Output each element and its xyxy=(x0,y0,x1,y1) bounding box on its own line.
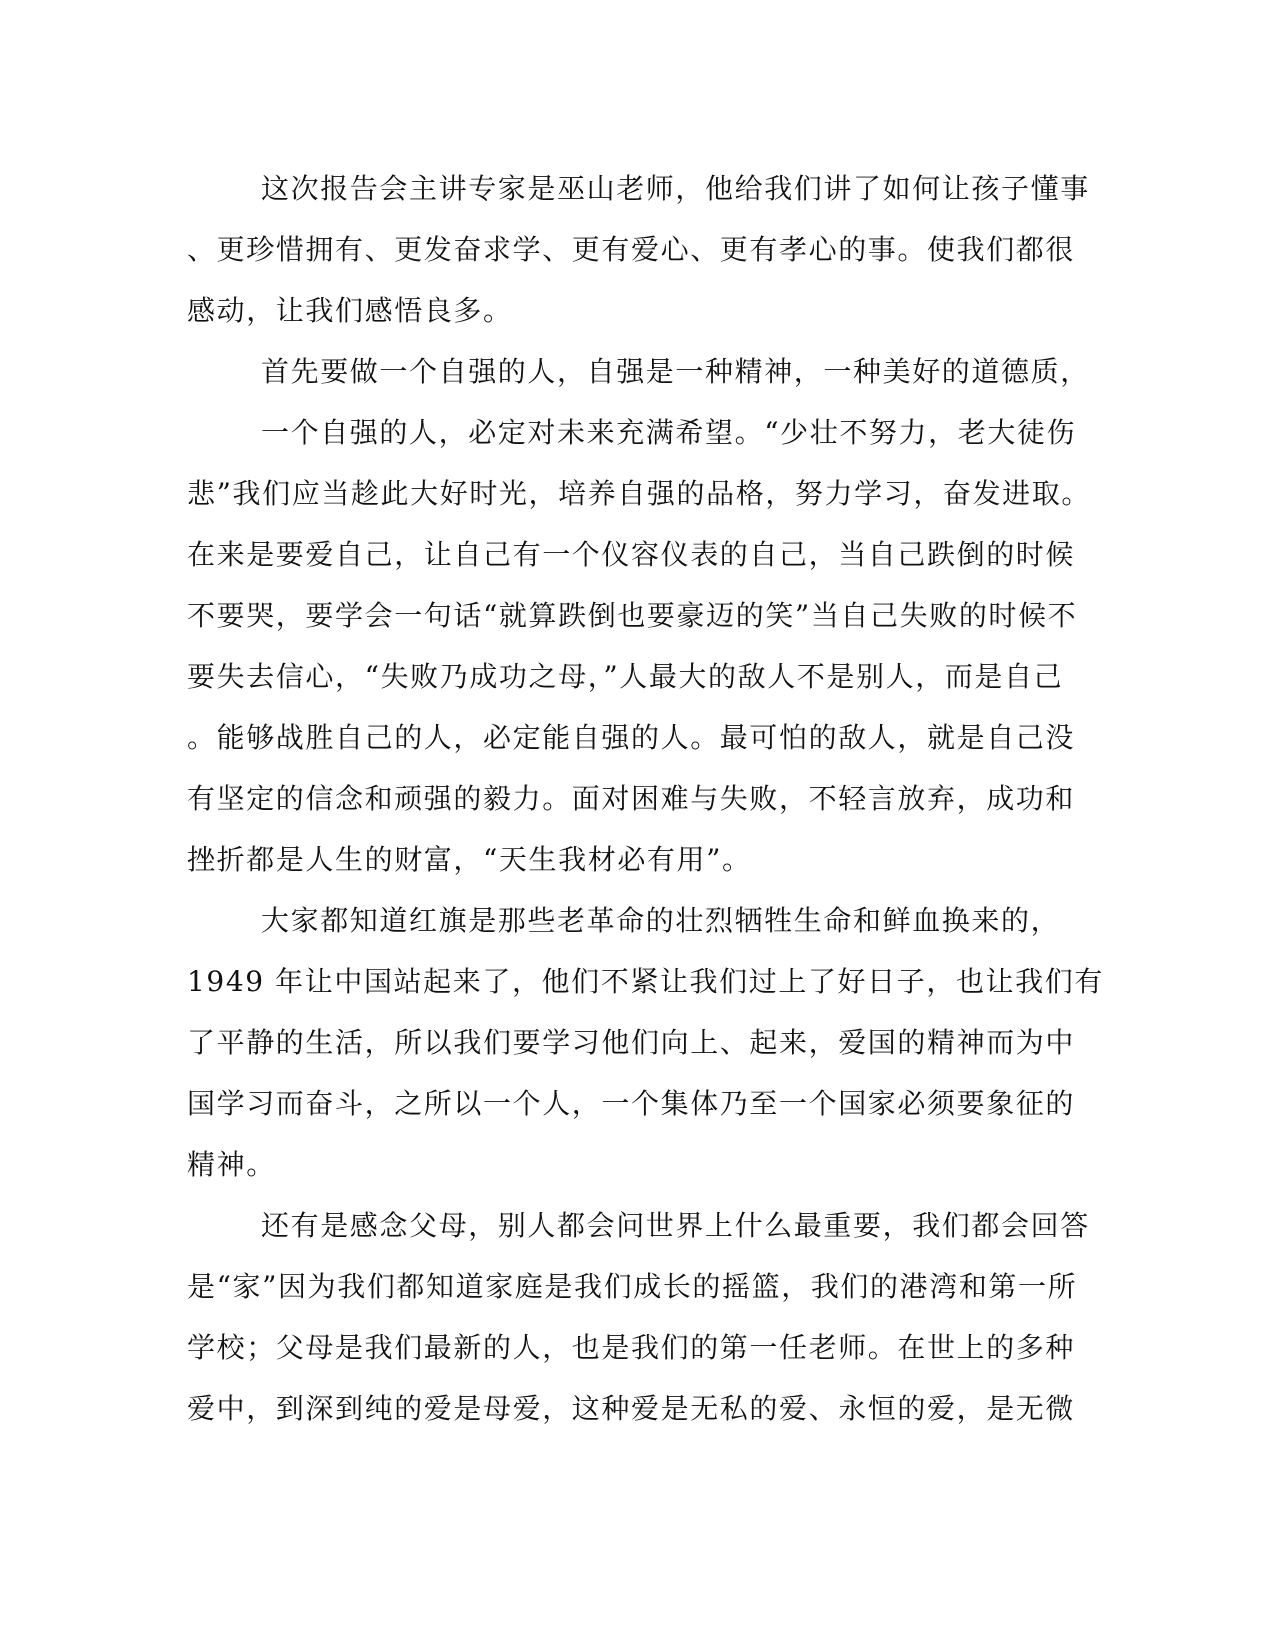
text-line: 学校；父母是我们最新的人，也是我们的第一任老师。在世上的多种 xyxy=(187,1331,1076,1364)
text-line: 精神。 xyxy=(187,1148,276,1181)
text-line: 有坚定的信念和顽强的毅力。面对困难与失败，不轻言放弃，成功和 xyxy=(187,782,1076,815)
text-line: 一个自强的人，必定对未来充满希望。“少壮不努力，老大徒伤 xyxy=(261,416,1077,449)
text-line: 还有是感念父母，别人都会问世界上什么最重要，我们都会回答 xyxy=(261,1209,1090,1242)
text-line: 是“家”因为我们都知道家庭是我们成长的摇篮，我们的港湾和第一所 xyxy=(187,1270,1078,1303)
text-line: 。能够战胜自己的人，必定能自强的人。最可怕的敌人，就是自己没 xyxy=(187,721,1076,754)
text-line: 首先要做一个自强的人，自强是一种精神，一种美好的道德质， xyxy=(261,355,1090,388)
text-line: 大家都知道红旗是那些老革命的壮烈牺牲生命和鲜血换来的， xyxy=(261,904,1061,937)
text-line: 国学习而奋斗，之所以一个人，一个集体乃至一个国家必须要象征的 xyxy=(187,1087,1076,1120)
text-line: 了平静的生活，所以我们要学习他们向上、起来，爱国的精神而为中 xyxy=(187,1026,1076,1059)
text-line: 这次报告会主讲专家是巫山老师，他给我们讲了如何让孩子懂事 xyxy=(261,172,1090,205)
text-line: 要失去信心，“失败乃成功之母，”人最大的敌人不是别人，而是自己 xyxy=(187,660,1064,693)
text-line: 感动，让我们感悟良多。 xyxy=(187,294,513,327)
text-line: 、更珍惜拥有、更发奋求学、更有爱心、更有孝心的事。使我们都很 xyxy=(187,233,1076,266)
text-line: 不要哭，要学会一句话“就算跌倒也要豪迈的笑”当自己失败的时候不 xyxy=(187,599,1078,632)
text-line: 1949 年让中国站起来了，他们不紧让我们过上了好日子，也让我们有 xyxy=(187,965,1104,998)
text-line: 爱中，到深到纯的爱是母爱，这种爱是无私的爱、永恒的爱，是无微 xyxy=(187,1392,1076,1425)
text-line: 挫折都是人生的财富，“天生我材必有用”。 xyxy=(187,843,752,876)
document-body xyxy=(187,158,1104,1439)
text-line: 悲”我们应当趁此大好时光，培养自强的品格，努力学习，奋发进取。 xyxy=(187,477,1091,510)
text-line: 在来是要爱自己，让自己有一个仪容仪表的自己，当自己跌倒的时候 xyxy=(187,538,1076,571)
